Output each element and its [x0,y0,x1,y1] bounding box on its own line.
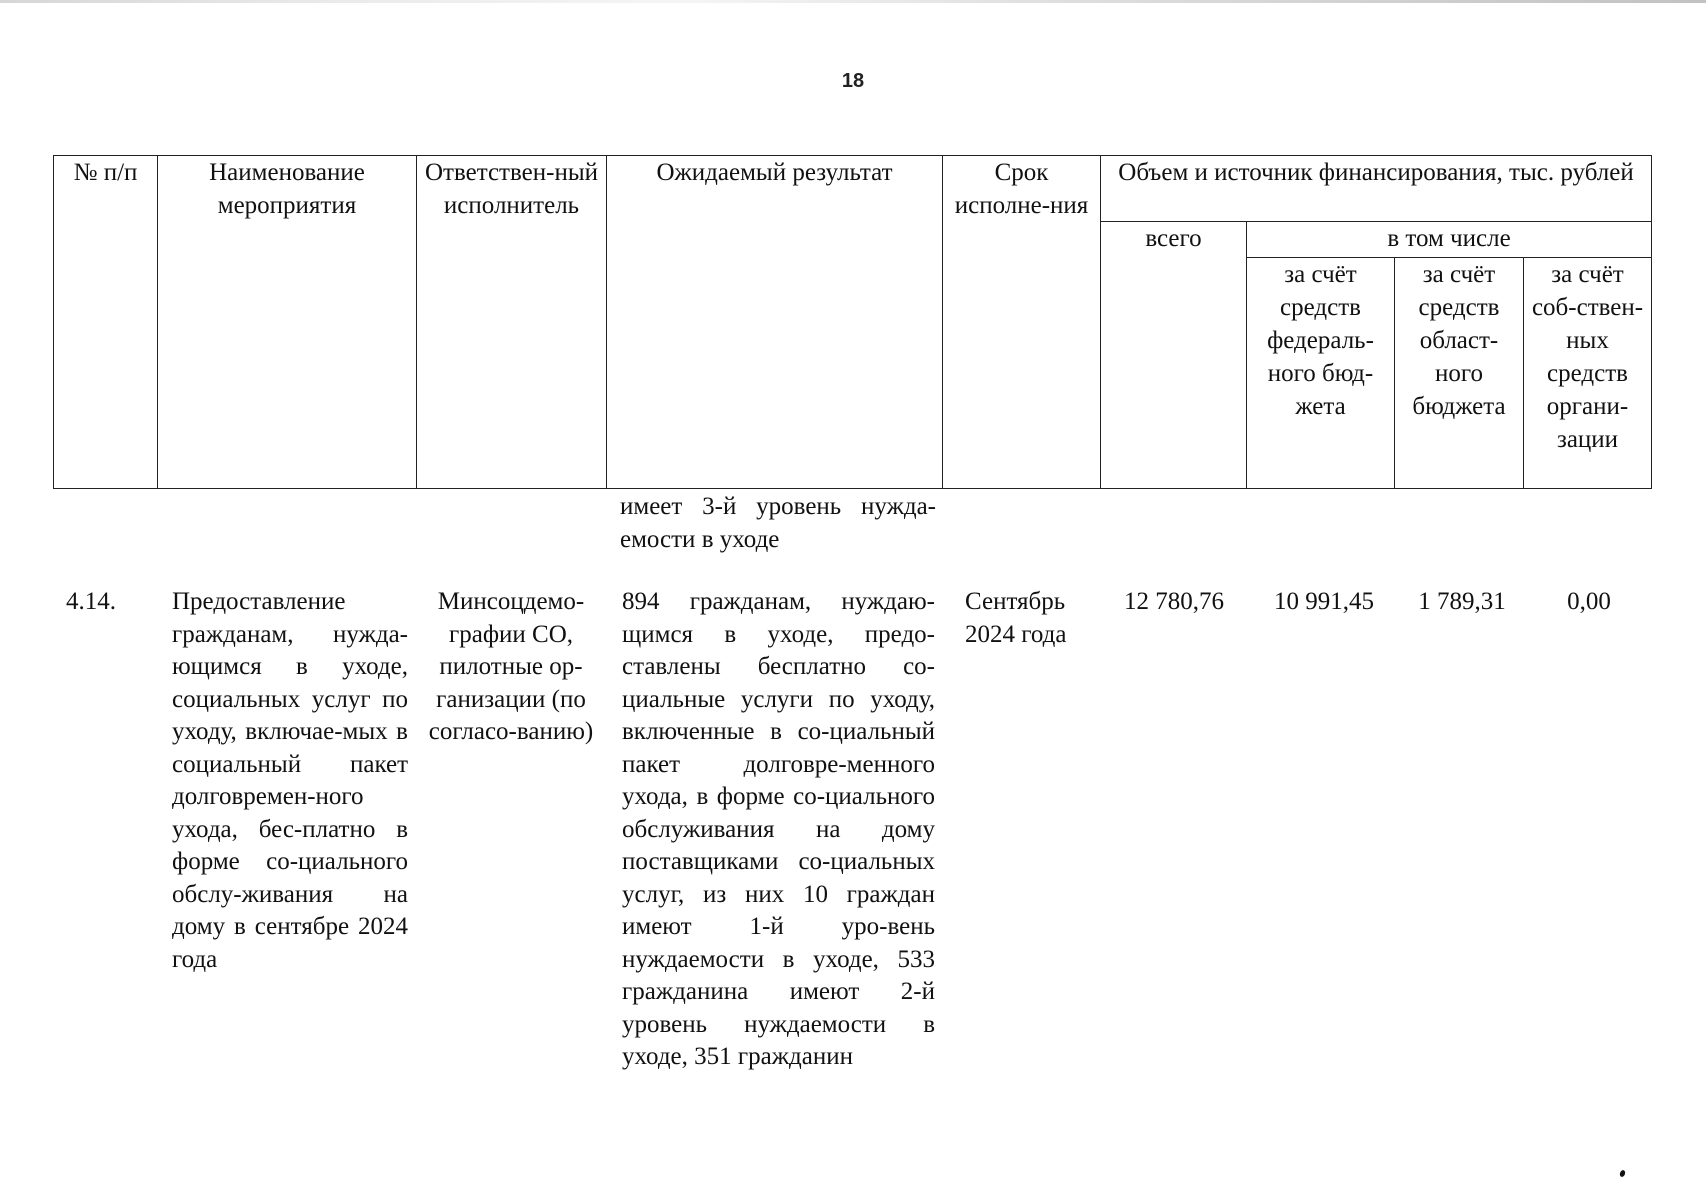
row-deadline: Сентябрь 2024 года [965,588,1067,648]
row-number: 4.14. [66,588,116,615]
scan-edge [0,0,1706,3]
header-deadline: Срок исполне-ния [943,156,1101,489]
scan-speck [1619,1169,1626,1177]
header-including: в том числе [1247,222,1652,258]
header-result: Ожидаемый результат [607,156,943,489]
continuation-text: имеет 3-й уровень нужда-емости в уходе [620,493,936,553]
page-number: 18 [841,70,865,92]
row-result: 894 гражданам, нуждаю-щимся в уходе, предо-ставлены бесплатно со-циальные услуги по уходу, включенные в со-циальный пакет долговре-менного ухода, в форме со-циального обслуживания на дому поставщиками со-циальных услуг, из них 10 граждан имеют 1-й уро-вень нуждаемости в уходе, 533 гражданина имеют 2-й уровень нуждаемости в уходе, 351 гражданин [622,588,935,1070]
header-own: за счёт соб-ствен-ных средств органи-зации [1524,258,1652,489]
row-total: 12 780,76 [1124,588,1224,615]
table-header [53,155,1652,489]
header-responsible: Ответствен-ный исполнитель [417,156,607,489]
row-name: Предоставление гражданам, нужда-ющимся в уходе, социальных услуг по уходу, включае-мых в социальный пакет долговремен-ного ухода, бес-платно в форме со-циального обслу-живания на дому в сентябре 2024 года [172,588,408,973]
header-regional: за счёт средств област-ного бюджета [1395,258,1524,489]
row-regional: 1 789,31 [1418,588,1506,615]
header-funding: Объем и источник финансирования, тыс. рублей [1101,156,1652,222]
header-federal: за счёт средств федераль-ного бюд-жета [1247,258,1395,489]
header-total: всего [1101,222,1247,489]
header-name: Наименование мероприятия [158,156,417,489]
row-responsible: Минсоцдемо-графии СО, пилотные ор-ганизации (по согласо-ванию) [428,588,594,745]
row-federal: 10 991,45 [1274,588,1374,615]
header-number: № п/п [54,156,158,489]
row-own: 0,00 [1567,588,1611,615]
